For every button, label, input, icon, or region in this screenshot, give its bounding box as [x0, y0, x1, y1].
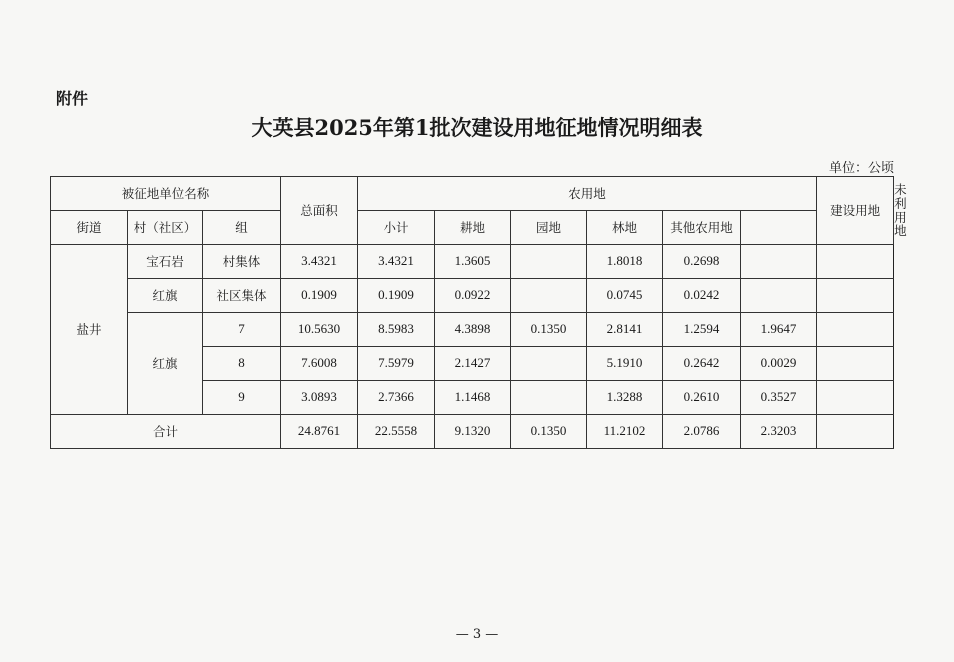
- total-row: [51, 415, 894, 449]
- table-row: [51, 245, 894, 279]
- document-title: 大英县2025年第1批次建设用地征地情况明细表: [251, 115, 703, 140]
- forest-cell: 0.0745: [587, 279, 663, 313]
- unused-cell: [817, 279, 894, 313]
- total-cell: 7.6008: [281, 347, 358, 381]
- header-agri-land: 农用地: [358, 177, 817, 211]
- header-subtotal: 小计: [358, 211, 435, 245]
- other-agri-cell: 1.2594: [663, 313, 741, 347]
- group-cell: 8: [203, 347, 281, 381]
- other-agri-cell: 0.2642: [663, 347, 741, 381]
- garden-cell: [511, 279, 587, 313]
- unused-cell: [817, 245, 894, 279]
- forest-cell: 1.8018: [587, 245, 663, 279]
- forest-cell: 1.3288: [587, 381, 663, 415]
- header-cultivated: 耕地: [435, 211, 511, 245]
- cultivated-cell: 2.1427: [435, 347, 511, 381]
- total-cell: 3.4321: [281, 245, 358, 279]
- total-cell: 0.1909: [281, 279, 358, 313]
- group-cell: 7: [203, 313, 281, 347]
- garden-cell: 0.1350: [511, 415, 587, 449]
- cultivated-cell: 0.0922: [435, 279, 511, 313]
- cultivated-cell: 1.3605: [435, 245, 511, 279]
- construction-cell: 2.3203: [741, 415, 817, 449]
- subtotal-cell: 3.4321: [358, 245, 435, 279]
- header-street: 街道: [51, 211, 128, 245]
- total-label: 合计: [51, 415, 281, 449]
- header-forest: 林地: [587, 211, 663, 245]
- header-garden: 园地: [511, 211, 587, 245]
- unused-cell: [817, 381, 894, 415]
- garden-cell: [511, 347, 587, 381]
- forest-cell: 11.2102: [587, 415, 663, 449]
- garden-cell: [511, 381, 587, 415]
- cultivated-cell: 4.3898: [435, 313, 511, 347]
- subtotal-cell: 22.5558: [358, 415, 435, 449]
- total-cell: 24.8761: [281, 415, 358, 449]
- subtotal-cell: 7.5979: [358, 347, 435, 381]
- cultivated-cell: 1.1468: [435, 381, 511, 415]
- unit-label: 单位：公顷: [828, 161, 894, 176]
- unused-cell: [817, 415, 894, 449]
- other-agri-cell: 0.2610: [663, 381, 741, 415]
- header-village: 村（社区）: [128, 211, 203, 245]
- header-group: 组: [203, 211, 281, 245]
- group-cell: 社区集体: [203, 279, 281, 313]
- other-agri-cell: 0.0242: [663, 279, 741, 313]
- garden-cell: 0.1350: [511, 313, 587, 347]
- garden-cell: [511, 245, 587, 279]
- village-cell: 红旗: [128, 279, 203, 313]
- header-unit-name: 被征地单位名称: [51, 177, 281, 211]
- land-requisition-table: 被征地单位名称 总面积 农用地 建设用地 未利用地 街道 村（社区） 组 小计 耕地 园地 林地 其他农用地 盐井 宝石岩 村集体 3.4321 3.4321 1.3605 1.8018 0.2698 红旗 社区集体 0.1909 0.1909 0.0922 0.0745 0.0242 红旗 7 10.5630 8.5983 4.3898 0.1350 2.8141 1.2594 1.9647 8 7.6008 7.5979 2.1427 5.1910 0.2642 0.0029 9 3.0893 2.7366 1.1468 1.3288 0.2610 0.3527 合计 24.8761 22.5558 9.1320 0.1350 11.2102 2.0786 2.3203: [50, 176, 894, 449]
- group-cell: 村集体: [203, 245, 281, 279]
- subtotal-cell: 8.5983: [358, 313, 435, 347]
- construction-cell: 0.3527: [741, 381, 817, 415]
- other-agri-cell: 2.0786: [663, 415, 741, 449]
- unused-cell: [817, 313, 894, 347]
- other-agri-cell: 0.2698: [663, 245, 741, 279]
- header-construction: 建设用地: [817, 177, 894, 245]
- header-total-area: 总面积: [281, 177, 358, 245]
- construction-cell: [741, 245, 817, 279]
- unused-cell: [817, 347, 894, 381]
- street-cell: 盐井: [51, 245, 128, 415]
- header-other-agri: 其他农用地: [663, 211, 741, 245]
- table-row: [51, 313, 894, 347]
- subtotal-cell: 0.1909: [358, 279, 435, 313]
- cultivated-cell: 9.1320: [435, 415, 511, 449]
- construction-cell: 1.9647: [741, 313, 817, 347]
- construction-cell: [741, 279, 817, 313]
- village-cell: 宝石岩: [128, 245, 203, 279]
- total-cell: 3.0893: [281, 381, 358, 415]
- table-row: [51, 279, 894, 313]
- construction-cell: 0.0029: [741, 347, 817, 381]
- page-number: — 3 —: [455, 627, 499, 642]
- group-cell: 9: [203, 381, 281, 415]
- forest-cell: 5.1910: [587, 347, 663, 381]
- forest-cell: 2.8141: [587, 313, 663, 347]
- village-cell: 红旗: [128, 313, 203, 415]
- subtotal-cell: 2.7366: [358, 381, 435, 415]
- total-cell: 10.5630: [281, 313, 358, 347]
- attachment-label: 附件: [56, 89, 89, 108]
